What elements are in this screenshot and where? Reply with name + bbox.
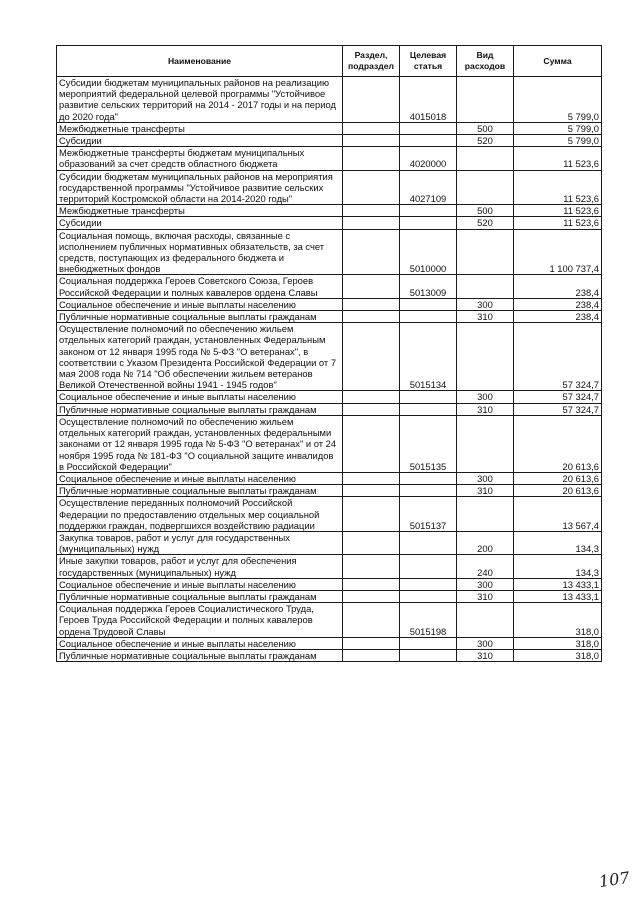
row-type-cell: 500 [457, 205, 514, 217]
row-section-cell [343, 531, 400, 554]
table-row [57, 205, 602, 217]
row-article-cell: 5015134 [400, 323, 457, 391]
row-article-cell: 4015018 [400, 77, 457, 123]
row-section-cell [343, 135, 400, 147]
row-article-cell: 4027109 [400, 170, 457, 205]
row-sum-cell: 318,0 [514, 603, 602, 638]
row-article-cell [400, 135, 457, 147]
header-section: Раздел, подраздел [343, 46, 400, 77]
row-name-cell: Осуществление полномочий по обеспечению жильем отдельных категорий граждан, установленных федеральными законами от 12 января 1995 года № 5-ФЗ "О ветеранах" и от 24 ноября 1995 года № 181-ФЗ "О социальной защите инвалидов в Российской Федерации" [57, 415, 343, 472]
row-type-cell: 520 [457, 217, 514, 229]
row-type-cell [457, 323, 514, 391]
table-row [57, 311, 602, 323]
row-article-cell [400, 122, 457, 134]
row-name-cell: Публичные нормативные социальные выплаты гражданам [57, 403, 343, 415]
row-sum-cell: 11 523,6 [514, 170, 602, 205]
table-row [57, 403, 602, 415]
row-article-cell [400, 637, 457, 649]
row-name-cell: Субсидии [57, 217, 343, 229]
row-article-cell: 5015137 [400, 497, 457, 532]
header-name: Наименование [57, 46, 343, 77]
row-article-cell [400, 485, 457, 497]
table-row [57, 485, 602, 497]
row-article-cell [400, 649, 457, 661]
row-sum-cell: 57 324,7 [514, 403, 602, 415]
table-body [57, 77, 602, 662]
row-section-cell [343, 649, 400, 661]
row-type-cell: 300 [457, 391, 514, 403]
row-type-cell [457, 229, 514, 275]
table-row [57, 603, 602, 638]
row-sum-cell: 20 613,6 [514, 415, 602, 472]
row-sum-cell: 5 799,0 [514, 122, 602, 134]
budget-table [56, 45, 602, 662]
row-name-cell: Публичные нормативные социальные выплаты гражданам [57, 311, 343, 323]
row-type-cell: 310 [457, 311, 514, 323]
row-name-cell: Социальное обеспечение и иные выплаты населению [57, 472, 343, 484]
row-section-cell [343, 555, 400, 578]
row-name-cell: Субсидии бюджетам муниципальных районов на мероприятия государственной программы "Устойчивое развитие сельских территорий Костромской области на 2014-2020 годы" [57, 170, 343, 205]
row-sum-cell: 238,4 [514, 311, 602, 323]
table-header-row [57, 46, 602, 77]
row-section-cell [343, 147, 400, 170]
table-row [57, 590, 602, 602]
row-name-cell: Социальная поддержка Героев Социалистического Труда, Героев Труда Российской Федерации и полных кавалеров ордена Трудовой Славы [57, 603, 343, 638]
table-row [57, 122, 602, 134]
row-article-cell: 5015135 [400, 415, 457, 472]
table-row [57, 77, 602, 123]
row-sum-cell: 5 799,0 [514, 135, 602, 147]
row-name-cell: Межбюджетные трансферты бюджетам муниципальных образований за счет средств областного бюджета [57, 147, 343, 170]
row-sum-cell: 238,4 [514, 298, 602, 310]
row-section-cell [343, 497, 400, 532]
row-type-cell [457, 415, 514, 472]
table-row [57, 323, 602, 391]
row-name-cell: Социальное обеспечение и иные выплаты населению [57, 637, 343, 649]
table-row [57, 531, 602, 554]
table-row [57, 649, 602, 661]
row-type-cell: 240 [457, 555, 514, 578]
row-article-cell [400, 590, 457, 602]
table-row [57, 298, 602, 310]
row-article-cell [400, 555, 457, 578]
row-sum-cell: 5 799,0 [514, 77, 602, 123]
row-section-cell [343, 275, 400, 298]
row-section-cell [343, 229, 400, 275]
table-row [57, 415, 602, 472]
budget-table-sheet [56, 45, 601, 662]
row-section-cell [343, 472, 400, 484]
row-article-cell [400, 472, 457, 484]
row-name-cell: Публичные нормативные социальные выплаты гражданам [57, 649, 343, 661]
row-section-cell [343, 415, 400, 472]
row-section-cell [343, 637, 400, 649]
row-section-cell [343, 391, 400, 403]
row-name-cell: Публичные нормативные социальные выплаты гражданам [57, 485, 343, 497]
row-name-cell: Публичные нормативные социальные выплаты гражданам [57, 590, 343, 602]
row-sum-cell: 318,0 [514, 637, 602, 649]
row-type-cell: 310 [457, 403, 514, 415]
table-row [57, 637, 602, 649]
row-sum-cell: 134,3 [514, 531, 602, 554]
row-sum-cell: 134,3 [514, 555, 602, 578]
row-type-cell [457, 603, 514, 638]
table-row [57, 472, 602, 484]
header-article: Целевая статья [400, 46, 457, 77]
row-type-cell: 300 [457, 637, 514, 649]
row-name-cell: Межбюджетные трансферты [57, 122, 343, 134]
row-name-cell: Социальная поддержка Героев Советского Союза, Героев Российской Федерации и полных кавалеров ордена Славы [57, 275, 343, 298]
row-sum-cell: 20 613,6 [514, 485, 602, 497]
header-expense-type: Вид расходов [457, 46, 514, 77]
table-row [57, 578, 602, 590]
row-article-cell: 5010000 [400, 229, 457, 275]
row-type-cell [457, 275, 514, 298]
row-sum-cell: 13 433,1 [514, 590, 602, 602]
row-sum-cell: 20 613,6 [514, 472, 602, 484]
row-name-cell: Осуществление переданных полномочий Российской Федерации по предоставлению отдельных мер социальной поддержки граждан, подвергшихся воздействию радиации [57, 497, 343, 532]
row-section-cell [343, 77, 400, 123]
header-sum: Сумма [514, 46, 602, 77]
row-type-cell: 300 [457, 472, 514, 484]
row-article-cell [400, 531, 457, 554]
table-row [57, 217, 602, 229]
row-section-cell [343, 217, 400, 229]
row-sum-cell: 57 324,7 [514, 323, 602, 391]
row-sum-cell: 57 324,7 [514, 391, 602, 403]
row-type-cell [457, 170, 514, 205]
table-row [57, 135, 602, 147]
row-type-cell: 500 [457, 122, 514, 134]
row-section-cell [343, 603, 400, 638]
row-type-cell: 310 [457, 485, 514, 497]
table-row [57, 275, 602, 298]
row-sum-cell: 13 433,1 [514, 578, 602, 590]
table-row [57, 497, 602, 532]
row-type-cell: 200 [457, 531, 514, 554]
table-row [57, 555, 602, 578]
row-article-cell: 4020000 [400, 147, 457, 170]
row-name-cell: Закупка товаров, работ и услуг для государственных (муниципальных) нужд [57, 531, 343, 554]
row-name-cell: Социальное обеспечение и иные выплаты населению [57, 298, 343, 310]
row-type-cell: 300 [457, 578, 514, 590]
row-type-cell [457, 77, 514, 123]
table-row [57, 391, 602, 403]
row-type-cell: 300 [457, 298, 514, 310]
row-section-cell [343, 205, 400, 217]
row-sum-cell: 318,0 [514, 649, 602, 661]
row-sum-cell: 1 100 737,4 [514, 229, 602, 275]
row-sum-cell: 11 523,6 [514, 217, 602, 229]
row-section-cell [343, 122, 400, 134]
row-article-cell: 5013009 [400, 275, 457, 298]
row-type-cell [457, 147, 514, 170]
row-sum-cell: 13 567,4 [514, 497, 602, 532]
row-section-cell [343, 590, 400, 602]
row-section-cell [343, 170, 400, 205]
row-article-cell [400, 217, 457, 229]
row-name-cell: Осуществление полномочий по обеспечению жильем отдельных категорий граждан, установленных Федеральным законом от 12 января 1995 года № 5-ФЗ "О ветеранах", в соответствии с Указом Президента Российской Федерации от 7 мая 2008 года № 714 "Об обеспечении жильем ветеранов Великой Отечественной войны 1941 - 1945 годов" [57, 323, 343, 391]
row-type-cell [457, 497, 514, 532]
row-section-cell [343, 485, 400, 497]
row-name-cell: Социальная помощь, включая расходы, связанные с исполнением публичных нормативных обязательств, за счет средств, поступающих из федерального бюджета и внебюджетных фондов [57, 229, 343, 275]
row-section-cell [343, 578, 400, 590]
row-section-cell [343, 311, 400, 323]
row-article-cell [400, 391, 457, 403]
row-type-cell: 310 [457, 649, 514, 661]
row-name-cell: Межбюджетные трансферты [57, 205, 343, 217]
row-name-cell: Субсидии [57, 135, 343, 147]
row-name-cell: Субсидии бюджетам муниципальных районов на реализацию мероприятий федеральной целевой программы "Устойчивое развитие сельских территорий на 2014 - 2017 годы и на период до 2020 года" [57, 77, 343, 123]
row-type-cell: 520 [457, 135, 514, 147]
row-sum-cell: 11 523,6 [514, 147, 602, 170]
row-section-cell [343, 403, 400, 415]
row-section-cell [343, 298, 400, 310]
table-row [57, 170, 602, 205]
row-article-cell [400, 578, 457, 590]
table-row [57, 229, 602, 275]
row-article-cell [400, 311, 457, 323]
row-sum-cell: 11 523,6 [514, 205, 602, 217]
row-name-cell: Социальное обеспечение и иные выплаты населению [57, 391, 343, 403]
row-sum-cell: 238,4 [514, 275, 602, 298]
table-row [57, 147, 602, 170]
row-type-cell: 310 [457, 590, 514, 602]
row-article-cell: 5015198 [400, 603, 457, 638]
row-article-cell [400, 205, 457, 217]
row-article-cell [400, 403, 457, 415]
row-name-cell: Социальное обеспечение и иные выплаты населению [57, 578, 343, 590]
page-number: 107 [597, 867, 631, 892]
row-article-cell [400, 298, 457, 310]
row-section-cell [343, 323, 400, 391]
row-name-cell: Иные закупки товаров, работ и услуг для обеспечения государственных (муниципальных) нужд [57, 555, 343, 578]
